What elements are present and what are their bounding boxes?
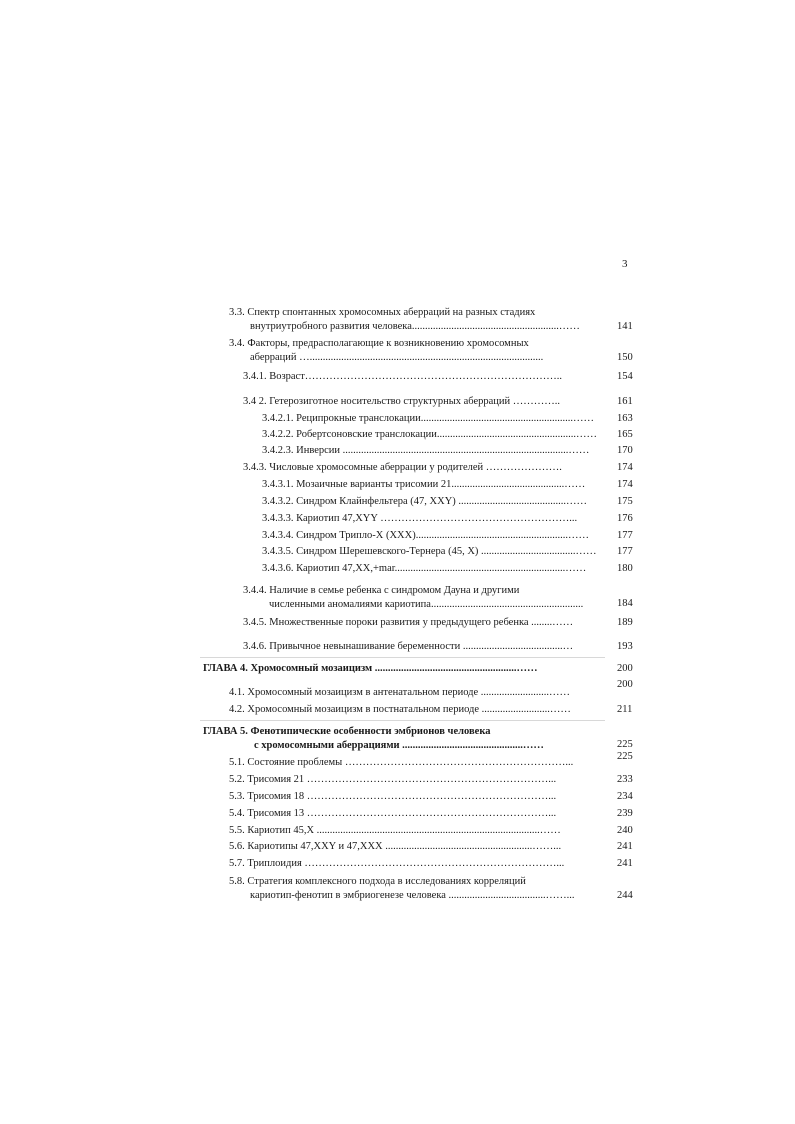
toc-entry-title: 3.3. Спектр спонтанных хромосомных аберраций на разных стадиях: [229, 307, 536, 318]
toc-entry-title: 3.4.2.3. Инверсии ......................................................................................……: [262, 445, 590, 456]
toc-entry-title: 3.4.6. Привычное невынашивание беременности ......................................…: [243, 641, 574, 652]
page-number: 3: [622, 258, 628, 270]
toc-entry-title: 4.2. Хромосомный мозаицизм в постнатальном периоде ..........................……: [229, 704, 571, 715]
toc-page-number: 174: [617, 462, 633, 473]
toc-entry-title-cont: численными аномалиями кариотипа..........................................................: [269, 599, 584, 610]
toc-page-number: 240: [617, 825, 633, 836]
toc-page-number: 176: [617, 513, 633, 524]
toc-page-number: 184: [617, 598, 633, 609]
toc-entry: [243, 616, 573, 630]
toc-entry: [243, 584, 583, 612]
toc-page-number: 177: [617, 546, 633, 557]
toc-entry: [262, 412, 594, 426]
toc-page-number: 180: [617, 563, 633, 574]
toc-entry: [262, 529, 589, 543]
toc-entry: [229, 306, 580, 334]
toc-page-number: 193: [617, 641, 633, 652]
toc-entry: [243, 461, 562, 475]
toc-entry: [229, 773, 556, 787]
toc-entry-title: 3.4. Факторы, предрасполагающие к возникновению хромосомных: [229, 338, 529, 349]
toc-page-number: 241: [617, 841, 633, 852]
divider: [200, 657, 605, 658]
toc-entry-title: 5.2. Трисомия 21 ……………………………………………………………...: [229, 774, 557, 785]
toc-entry-title: 5.7. Триплоидия ………………………………………………………………...: [229, 858, 565, 869]
toc-entry: [229, 337, 543, 365]
toc-entry-title: 5.5. Кариотип 45,X .....................................................................................……: [229, 825, 561, 836]
toc-entry-title: 5.8. Стратегия комплексного подхода в исследованиях корреляций: [229, 876, 526, 887]
toc-entry-title-cont: кариотип-фенотип в эмбриогенезе человека .....................................……...: [250, 890, 575, 901]
toc-entry-title: 3.4.3.3. Кариотип 47,XYY ………………………………………………...: [262, 513, 578, 524]
toc-entry: [262, 512, 577, 526]
toc-entry: [243, 370, 562, 384]
toc-page-number: 175: [617, 496, 633, 507]
toc-entry-title: ГЛАВА 4. Хромосомный мозаицизм ......................................................……: [203, 663, 538, 674]
toc-entry: [229, 790, 556, 804]
toc-page-number: 163: [617, 413, 633, 424]
toc-page-number: 244: [617, 890, 633, 901]
toc-entry: [243, 640, 573, 654]
toc-entry: [229, 686, 570, 700]
toc-entry-title: 3.4.4. Наличие в семье ребенка с синдромом Дауна и другими: [243, 585, 520, 596]
toc-page-number: 150: [617, 352, 633, 363]
toc-entry-title: 5.4. Трисомия 13 ……………………………………………………………...: [229, 808, 557, 819]
toc-page-number: 161: [617, 396, 633, 407]
toc-chapter: [203, 662, 538, 676]
toc-entry-title-cont: аберраций ….........................................................................................: [250, 352, 544, 363]
toc-entry-title: ГЛАВА 5. Фенотипические особенности эмбрионов человека: [203, 726, 491, 737]
toc-page-number: 241: [617, 858, 633, 869]
toc-entry: [229, 875, 575, 903]
toc-page-number: 200: [617, 679, 633, 690]
toc-entry-title: 3.4.2.1. Реципрокные транслокации..........................................................……: [262, 413, 595, 424]
toc-entry: [262, 545, 597, 559]
toc-entry: [262, 428, 597, 442]
toc-entry-title: 3.4.3. Числовые хромосомные аберрации у родителей ………………….: [243, 462, 562, 473]
toc-entry-title: 3.4.2.2. Робертсоновские транслокации.....................................................……: [262, 429, 597, 440]
toc-entry: [262, 444, 589, 458]
toc-page-number: 189: [617, 617, 633, 628]
divider: [200, 720, 605, 721]
toc-page-number: 165: [617, 429, 633, 440]
toc-entry-title: 3.4.3.6. Кариотип 47,XX,+mar.................................................................……: [262, 563, 587, 574]
toc-entry-title: 5.1. Состояние проблемы ………………………………………………………...: [229, 757, 574, 768]
toc-entry: [243, 395, 560, 409]
toc-page-number: 234: [617, 791, 633, 802]
toc-entry-title: 3.4.3.2. Синдром Клайнфельтера (47, XXY) .........................................……: [262, 496, 588, 507]
toc-entry-title: 3.4.3.5. Синдром Шерешевского-Тернера (45, X) ....................................……: [262, 546, 597, 557]
toc-entry-title-cont: внутриутробного развития человека........................................................……: [250, 321, 580, 332]
toc-page-number: 177: [617, 530, 633, 541]
toc-entry-title: 3.4.3.1. Мозаичные варианты трисомии 21...........................................……: [262, 479, 586, 490]
toc-entry-title: 4.1. Хромосомный мозаицизм в антенатальном периоде ..........................……: [229, 687, 571, 698]
toc-entry: [262, 478, 585, 492]
toc-entry-title: 3.4.1. Возраст………………………………………………………………..: [243, 371, 563, 382]
toc-page-number: 141: [617, 321, 633, 332]
toc-chapter: [203, 725, 544, 753]
toc-page-number: 174: [617, 479, 633, 490]
toc-entry: [262, 562, 586, 576]
toc-entry: [229, 857, 564, 871]
toc-page-number: 225: [617, 751, 633, 762]
toc-page-number: 225: [617, 739, 633, 750]
toc-entry-title: 3.4.5. Множественные пороки развития у предыдущего ребенка ........……: [243, 617, 574, 628]
toc-page-number: 200: [617, 663, 633, 674]
toc-entry-title: 5.6. Кариотипы 47,XXY и 47,XXX ........................................................……...: [229, 841, 562, 852]
toc-entry-title: 3.4.3.4. Синдром Трипло-Х (XXX)..........................................................……: [262, 530, 589, 541]
toc-entry: [229, 824, 561, 838]
toc-entry-title-cont: с хромосомными аберрациями ..............................................……: [254, 740, 544, 751]
toc-page-number: 233: [617, 774, 633, 785]
toc-entry-title: 5.3. Трисомия 18 ……………………………………………………………...: [229, 791, 557, 802]
toc-entry: [229, 756, 573, 770]
toc-page-number: 154: [617, 371, 633, 382]
toc-entry: [229, 840, 561, 854]
toc-page-number: 211: [617, 704, 633, 715]
toc-entry: [229, 703, 571, 717]
toc-entry-title: 3.4 2. Гетерозиготное носительство структурных аберраций …………..: [243, 396, 561, 407]
toc-page-number: 239: [617, 808, 633, 819]
toc-page-number: 170: [617, 445, 633, 456]
toc-entry: [229, 807, 556, 821]
toc-entry: [262, 495, 587, 509]
